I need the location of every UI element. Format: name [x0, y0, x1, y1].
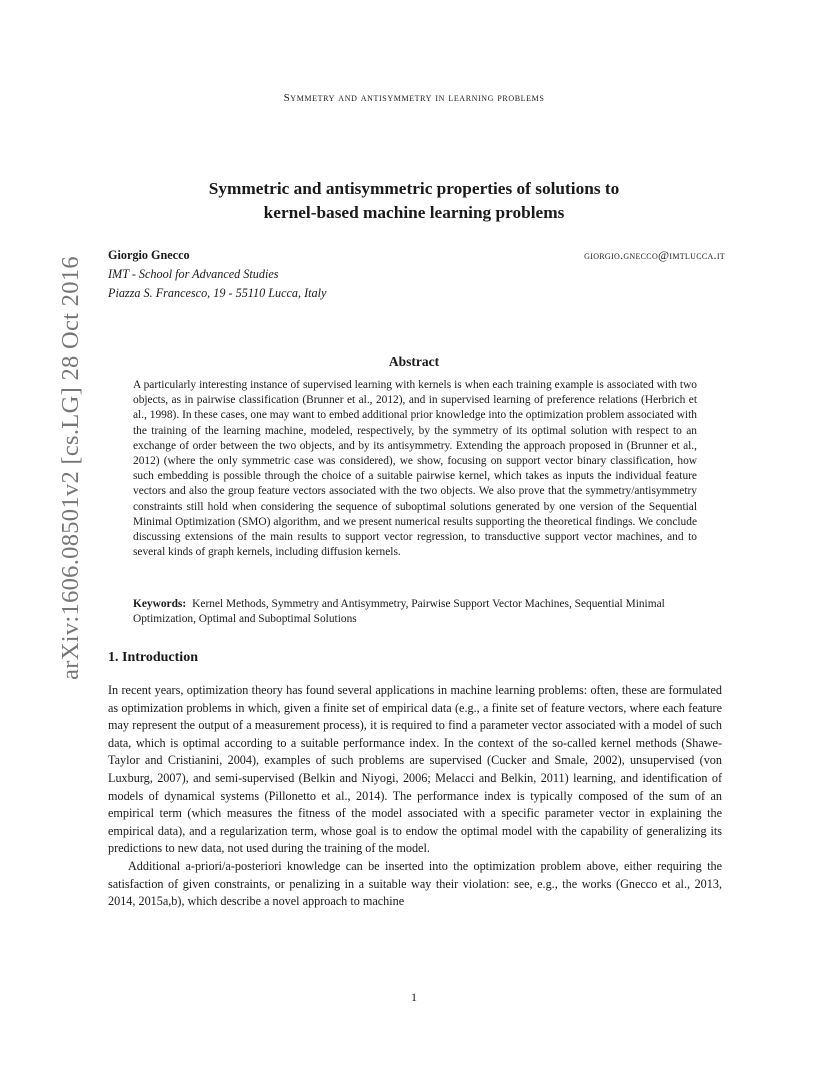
title-line-1: Symmetric and antisymmetric properties of solutions to: [208, 179, 620, 198]
keywords-label: Keywords:: [133, 598, 187, 610]
author-block: [108, 246, 725, 303]
keywords: [133, 597, 697, 627]
abstract-text: A particularly interesting instance of supervised learning with kernels is when each training example is associated with two objects, as in pairwise classification (Brunner et al., 2012), and in supervised learning of preference relations (Herbrich et al., 1998). In these cases, one may want to embed additional prior knowledge into the optimization problem associated with the training of the learning machine, modeled, respectively, by the symmetry of its optimal solution with respect to an exchange of order between the two objects, and by its antisymmetry. Extending the approach proposed in (Brunner et al., 2012) (where the only symmetric case was considered), we show, focusing on support vector binary classification, how such embedding is possible through the choice of a suitable pairwise kernel, which takes as inputs the individual feature vectors and also the group feature vectors associated with the two objects. We also prove that the symmetry/antisymmetry constraints still hold when considering the sequence of suboptimal solutions generated by one version of the Sequential Minimal Optimization (SMO) algorithm, and we present numerical results supporting the theoretical findings. We conclude discussing extensions of the main results to support vector regression, to transductive support vector machines, and to several kinds of graph kernels, including diffusion kernels.: [133, 379, 697, 559]
author-name: Giorgio Gnecco: [108, 248, 190, 262]
section-body: [108, 682, 722, 911]
author-address: Piazza S. Francesco, 19 - 55110 Lucca, Italy: [108, 286, 327, 300]
abstract-heading: Abstract: [388, 354, 440, 369]
paper-title: [108, 177, 720, 225]
author-email: giorgio.gnecco@imtlucca.it: [584, 248, 725, 262]
arxiv-sidebar: [54, 256, 88, 680]
page-number: 1: [411, 990, 417, 1004]
paragraph: Additional a-priori/a-posteriori knowledge can be inserted into the optimization problem above, either requiring the satisfaction of given constraints, or penalizing in a suitable way their violation: see, e.g., the works (Gnecco et al., 2013, 2014, 2015a,b), which describe a novel approach to machine: [108, 858, 722, 909]
paragraph: In recent years, optimization theory has found several applications in machine learning problems: often, these are formulated as optimization problems in which, given a finite set of empirical data (e.g., a finite set of feature vectors, where each feature may represent the output of a measurement process), it is required to find a parameter vector associated with a model of such data, which is optimal according to a suitable performance index. In the context of the so-called kernel methods (Shawe-Taylor and Cristianini, 2004), examples of such problems are supervised (Cucker and Smale, 2002), unsupervised (von Luxburg, 2007), and semi-supervised (Belkin and Niyogi, 2006; Melacci and Belkin, 2011) learning, and identification of models of dynamical systems (Pillonetto et al., 2014). The performance index is typically composed of the sum of an empirical term (which measures the fitness of the model associated with a specific parameter vector in explaining the empirical data), and a regularization term, whose goal is to endow the optimal model with the capability of generalizing its predictions to new data, not used during the training of the model.: [108, 683, 722, 856]
author-affiliation: IMT - School for Advanced Studies: [108, 267, 279, 281]
running-head: Symmetry and antisymmetry in learning problems: [283, 92, 545, 104]
arxiv-identifier: arXiv:1606.08501v2 [cs.LG] 28 Oct 2016: [57, 256, 84, 680]
section-heading: 1. Introduction: [108, 650, 198, 665]
title-line-2: kernel-based machine learning problems: [263, 203, 565, 222]
keywords-text: Kernel Methods, Symmetry and Antisymmetry, Pairwise Support Vector Machines, Sequential Minimal Optimization, Optimal and Suboptimal Solutions: [133, 598, 665, 626]
